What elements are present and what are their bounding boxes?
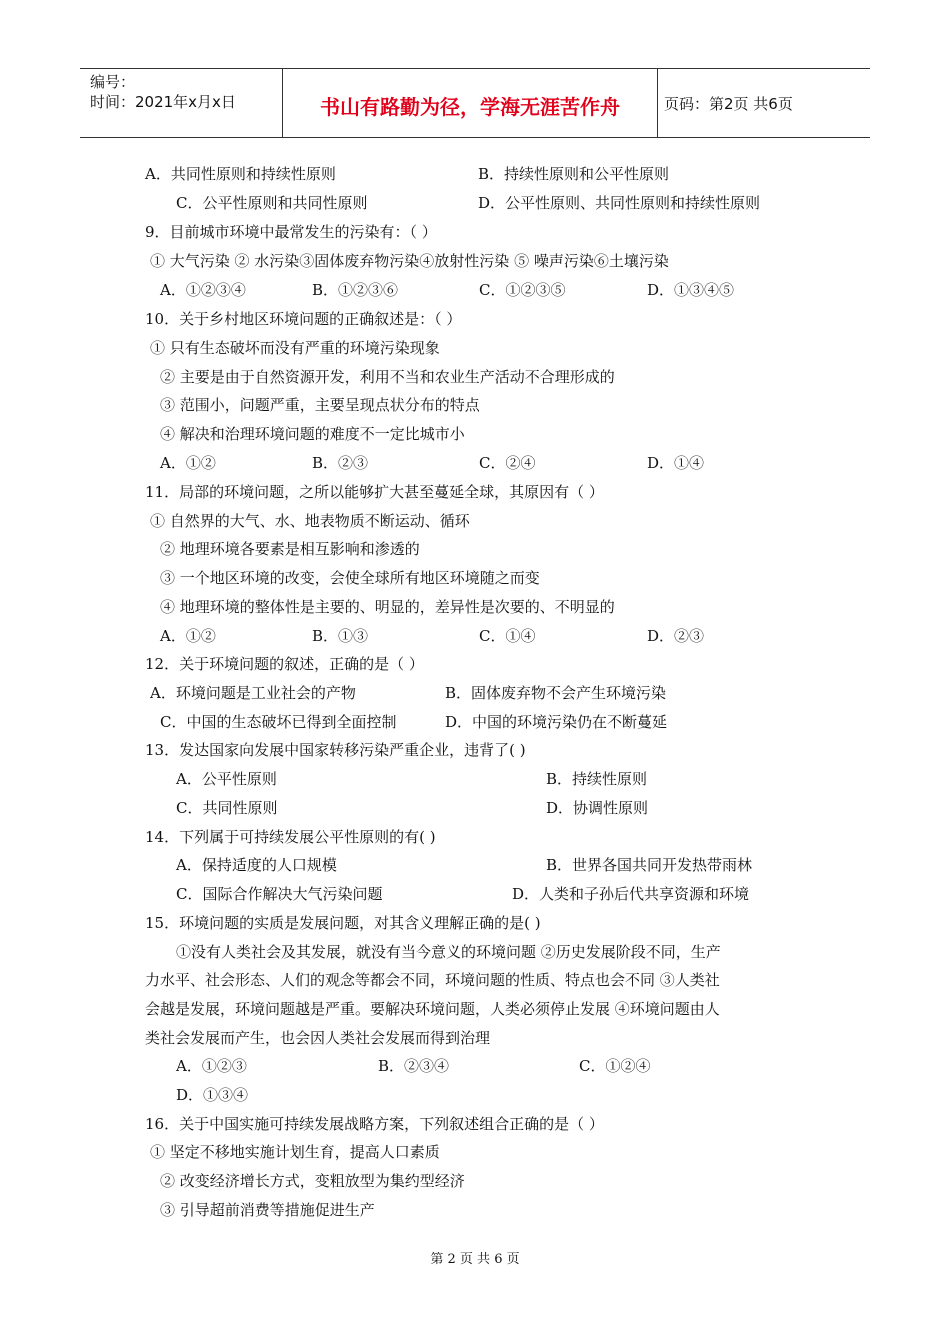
- text-line: 16．关于中国实施可持续发展战略方案，下列叙述组合正确的是（ ）: [145, 1115, 604, 1133]
- text-line: 会越是发展，环境问题越是严重。要解决环境问题，人类必须停止发展 ④环境问题由人: [145, 1000, 720, 1018]
- text-line: 15．环境问题的实质是发展问题，对其含义理解正确的是( ): [145, 914, 541, 932]
- text-line: B．世界各国共同开发热带雨林: [546, 856, 753, 874]
- text-line: A．共同性原则和持续性原则: [145, 165, 336, 183]
- text-line: 13．发达国家向发展中国家转移污染严重企业，违背了( ): [145, 741, 526, 759]
- text-line: A．公平性原则: [176, 770, 277, 788]
- text-line: B．持续性原则和公平性原则: [478, 165, 670, 183]
- text-line: D．①④: [647, 454, 705, 472]
- text-line: ③ 引导超前消费等措施促进生产: [160, 1201, 375, 1219]
- text-line: ① 自然界的大气、水、地表物质不断运动、循环: [150, 512, 470, 530]
- document-number-label: 编号：: [90, 73, 136, 91]
- text-line: ① 大气污染 ② 水污染③固体废弃物污染④放射性污染 ⑤ 噪声污染⑥土壤污染: [150, 252, 669, 270]
- text-line: A．①②③: [176, 1057, 247, 1075]
- text-line: C．①②④: [579, 1057, 651, 1075]
- text-line: A．①②: [160, 627, 216, 645]
- text-line: ④ 地理环境的整体性是主要的、明显的，差异性是次要的、不明显的: [160, 598, 615, 616]
- text-line: C．中国的生态破坏已得到全面控制: [160, 713, 397, 731]
- document-date-label: 时间：2021年x月x日: [90, 93, 236, 111]
- text-line: A．保持适度的人口规模: [176, 856, 337, 874]
- text-line: D．协调性原则: [546, 799, 649, 817]
- text-line: D．人类和子孙后代共享资源和环境: [512, 885, 750, 903]
- text-line: C．②④: [479, 454, 536, 472]
- text-line: 10．关于乡村地区环境问题的正确叙述是：（ ）: [145, 310, 462, 328]
- text-line: 力水平、社会形态、人们的观念等都会不同，环境问题的性质、特点也会不同 ③人类社: [145, 971, 720, 989]
- text-line: C．国际合作解决大气污染问题: [176, 885, 383, 903]
- text-line: ③ 范围小，问题严重，主要呈现点状分布的特点: [160, 396, 480, 414]
- text-line: B．②③: [312, 454, 369, 472]
- text-line: B．②③④: [378, 1057, 450, 1075]
- text-line: B．①③: [312, 627, 369, 645]
- text-line: A．环境问题是工业社会的产物: [150, 684, 356, 702]
- header-motto: 书山有路勤为径，学海无涯苦作舟: [320, 95, 620, 119]
- header-center-cell: [282, 69, 658, 137]
- text-line: ② 改变经济增长方式，变粗放型为集约型经济: [160, 1172, 465, 1190]
- text-line: 9．目前城市环境中最常发生的污染有：（ ）: [145, 223, 437, 241]
- text-line: C．①④: [479, 627, 536, 645]
- text-line: D．①③④: [176, 1086, 249, 1104]
- text-line: ② 地理环境各要素是相互影响和渗透的: [160, 540, 420, 558]
- text-line: 12．关于环境问题的叙述，正确的是（ ）: [145, 655, 424, 673]
- text-line: C．公平性原则和共同性原则: [176, 194, 368, 212]
- text-line: D．②③: [647, 627, 705, 645]
- text-line: ①没有人类社会及其发展，就没有当今意义的环境问题 ②历史发展阶段不同，生产: [176, 943, 721, 961]
- header-left-cell: [80, 69, 280, 137]
- text-line: ① 只有生态破坏而没有严重的环境污染现象: [150, 339, 440, 357]
- text-line: D．中国的环境污染仍在不断蔓延: [445, 713, 668, 731]
- text-line: D．公平性原则、共同性原则和持续性原则: [478, 194, 761, 212]
- text-line: A．①②: [160, 454, 216, 472]
- text-line: ② 主要是由于自然资源开发，利用不当和农业生产活动不合理形成的: [160, 368, 615, 386]
- text-line: 类社会发展而产生，也会因人类社会发展而得到治理: [145, 1029, 491, 1047]
- text-line: ③ 一个地区环境的改变，会使全球所有地区环境随之而变: [160, 569, 540, 587]
- text-line: D．①③④⑤: [647, 281, 735, 299]
- header-right-cell: [658, 69, 870, 137]
- text-line: 11．局部的环境问题，之所以能够扩大甚至蔓延全球，其原因有（ ）: [145, 483, 604, 501]
- text-line: B．①②③⑥: [312, 281, 399, 299]
- text-line: ① 坚定不移地实施计划生育，提高人口素质: [150, 1143, 440, 1161]
- text-line: ④ 解决和治理环境问题的难度不一定比城市小: [160, 425, 465, 443]
- page-header: [80, 68, 870, 138]
- header-page-label: 页码：第2页 共6页: [664, 95, 793, 113]
- text-line: B．持续性原则: [546, 770, 648, 788]
- text-line: C．共同性原则: [176, 799, 278, 817]
- text-line: 14．下列属于可持续发展公平性原则的有( ): [145, 828, 436, 846]
- text-line: B．固体废弃物不会产生环境污染: [445, 684, 667, 702]
- page-footer: 第 2 页 共 6 页: [430, 1252, 520, 1267]
- text-line: A．①②③④: [160, 281, 246, 299]
- text-line: C．①②③⑤: [479, 281, 566, 299]
